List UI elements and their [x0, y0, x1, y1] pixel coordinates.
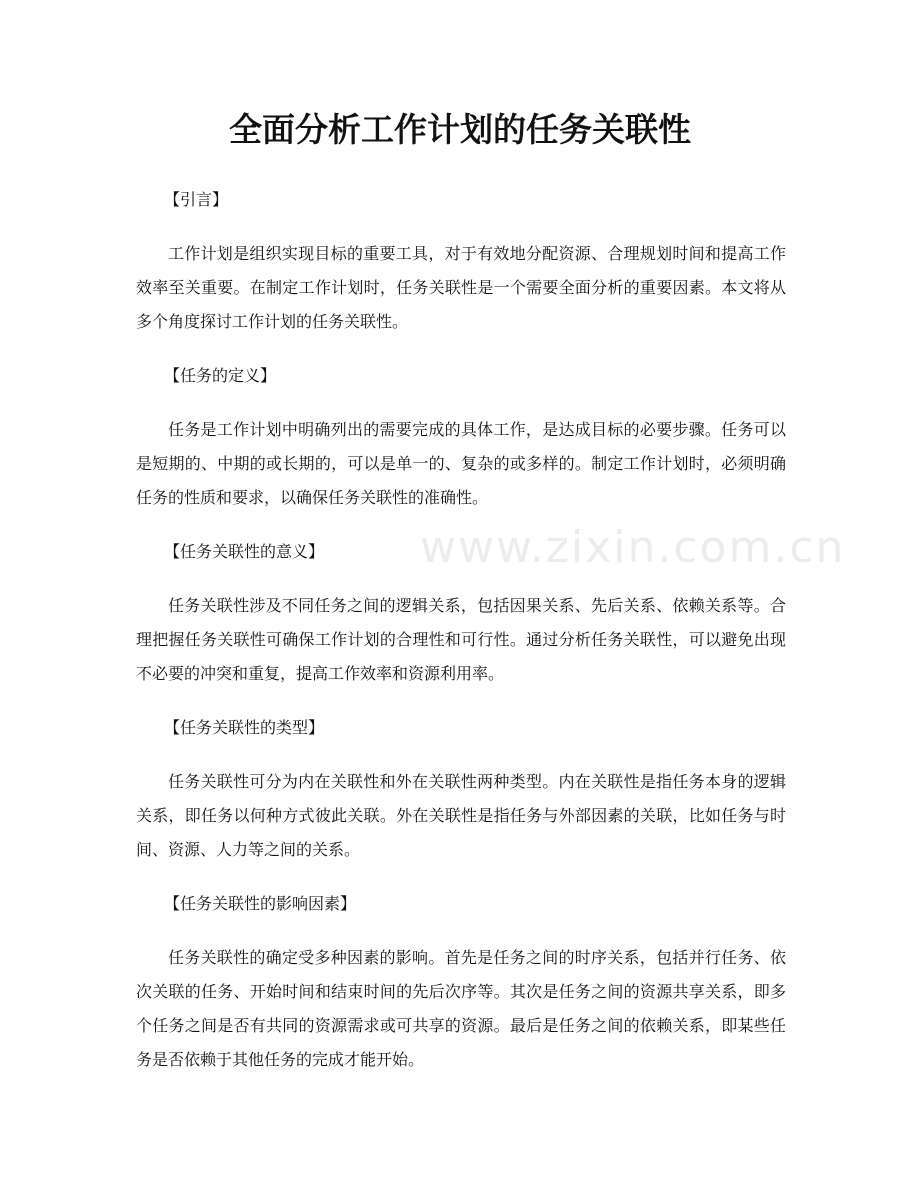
section-heading: 【引言】: [164, 190, 229, 209]
section-relevance-meaning: [136, 535, 786, 691]
section-relevance-types: [136, 711, 786, 867]
section-heading: 【任务关联性的意义】: [164, 542, 325, 561]
section-paragraph: 任务关联性涉及不同任务之间的逻辑关系，包括因果关系、先后关系、依赖关系等。合理把握任务关联性可确保工作计划的合理性和可行性。通过分析任务关联性，可以避免出现不必要的冲突和重复，提高工作效率和资源利用率。: [136, 596, 786, 683]
section-heading: 【任务关联性的影响因素】: [164, 894, 357, 913]
section-heading: 【任务的定义】: [164, 366, 277, 385]
section-paragraph: 任务是工作计划中明确列出的需要完成的具体工作，是达成目标的必要步骤。任务可以是短期的、中期的或长期的，可以是单一的、复杂的或多样的。制定工作计划时，必须明确任务的性质和要求，以确保任务关联性的准确性。: [136, 420, 786, 507]
section-heading: 【任务关联性的类型】: [164, 718, 325, 737]
section-paragraph: 任务关联性的确定受多种因素的影响。首先是任务之间的时序关系，包括并行任务、依次关联的任务、开始时间和结束时间的先后次序等。其次是任务之间的资源共享关系，即多个任务之间是否有共同的资源需求或可共享的资源。最后是任务之间的依赖关系，即某些任务是否依赖于其他任务的完成才能开始。: [136, 948, 786, 1069]
section-paragraph: 工作计划是组织实现目标的重要工具，对于有效地分配资源、合理规划时间和提高工作效率至关重要。在制定工作计划时，任务关联性是一个需要全面分析的重要因素。本文将从多个角度探讨工作计划的任务关联性。: [136, 244, 786, 331]
page-title: 全面分析工作计划的任务关联性: [229, 110, 691, 149]
document-body: [136, 183, 786, 1097]
watermark: www.zixin.com.cn: [420, 522, 846, 573]
section-task-definition: [136, 359, 786, 515]
section-paragraph: 任务关联性可分为内在关联性和外在关联性两种类型。内在关联性是指任务本身的逻辑关系，即任务以何种方式彼此关联。外在关联性是指任务与外部因素的关联，比如任务与时间、资源、人力等之间的关系。: [136, 772, 786, 859]
section-introduction: [136, 183, 786, 339]
section-influencing-factors: [136, 887, 786, 1077]
